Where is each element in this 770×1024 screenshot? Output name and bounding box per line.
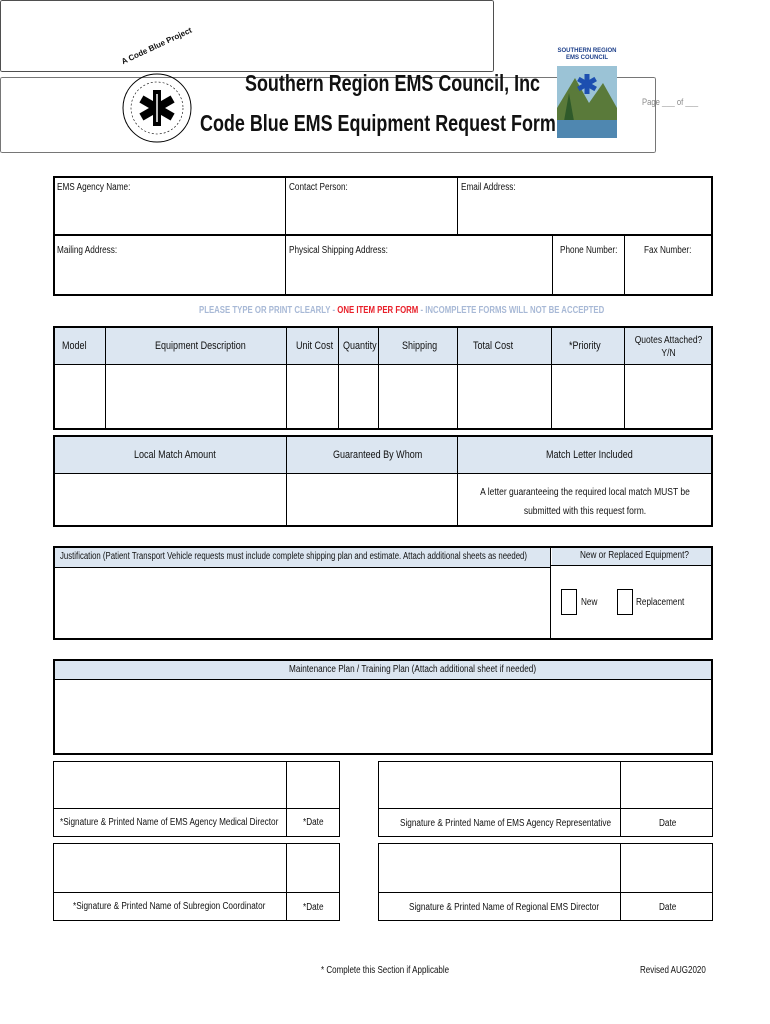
- col-header-shipping: Shipping: [402, 340, 438, 352]
- divider: [286, 762, 287, 836]
- new-checkbox[interactable]: [561, 589, 577, 615]
- divider: [620, 844, 621, 920]
- divider: [54, 892, 339, 893]
- footer-note: * Complete this Section if Applicable: [321, 965, 450, 976]
- divider: [285, 236, 286, 295]
- divider: [624, 236, 625, 295]
- divider: [552, 236, 553, 295]
- agency-rep-date-label: Date: [659, 818, 677, 829]
- revised-date: Revised AUG2020: [640, 965, 706, 976]
- model-input[interactable]: [57, 367, 103, 427]
- fax-label: Fax Number:: [644, 245, 692, 256]
- maintenance-label: Maintenance Plan / Training Plan (Attach additional sheet if needed): [289, 664, 537, 675]
- divider: [457, 437, 458, 525]
- divider: [286, 328, 287, 428]
- col-header-quantity: Quantity: [343, 340, 377, 352]
- priority-input[interactable]: [554, 367, 622, 427]
- match-letter-note: [478, 483, 692, 521]
- medical-director-sig-label: *Signature & Printed Name of EMS Agency Medical Director: [60, 817, 279, 828]
- equipment-header-row: [55, 328, 711, 364]
- regional-director-sig-input[interactable]: [382, 846, 617, 890]
- medical-director-sig-input[interactable]: [57, 764, 283, 806]
- col-header-priority: *Priority: [569, 340, 601, 352]
- mailing-address-input[interactable]: [58, 260, 282, 292]
- replacement-checkbox[interactable]: [617, 589, 633, 615]
- shipping-address-input[interactable]: [290, 260, 548, 292]
- shipping-input[interactable]: [381, 367, 455, 427]
- justification-input[interactable]: [0, 0, 494, 72]
- divider: [54, 473, 712, 474]
- col-header-unit-cost: Unit Cost: [296, 340, 334, 352]
- divider: [54, 679, 712, 680]
- agency-rep-date-input[interactable]: [623, 764, 709, 806]
- left-logo-text: A Code Blue Project: [120, 25, 194, 67]
- medical-director-date-label: *Date: [303, 817, 324, 828]
- form-title: Code Blue EMS Equipment Request Form: [200, 110, 556, 136]
- contact-person-label: Contact Person:: [289, 182, 348, 193]
- right-logo-text: SOUTHERN REGION EMS COUNCIL: [557, 48, 617, 61]
- agency-name-input[interactable]: [58, 198, 282, 230]
- divider: [620, 762, 621, 836]
- divider: [378, 328, 379, 428]
- subregion-date-label: *Date: [303, 902, 324, 913]
- quotes-input[interactable]: [627, 367, 709, 427]
- subregion-date-input[interactable]: [289, 846, 337, 890]
- divider: [54, 567, 551, 568]
- unit-cost-input[interactable]: [289, 367, 336, 427]
- phone-input[interactable]: [556, 260, 620, 292]
- org-name: Southern Region EMS Council, Inc: [245, 70, 541, 96]
- agency-rep-sig-input[interactable]: [382, 764, 617, 806]
- guaranteed-by-input[interactable]: [290, 476, 454, 524]
- match-letter-note-line-1: A letter guaranteeing the required local match MUST be: [480, 487, 690, 498]
- divider: [551, 565, 712, 566]
- guaranteed-by-label: Guaranteed By Whom: [333, 449, 423, 461]
- divider: [54, 808, 339, 809]
- col-header-total-cost: Total Cost: [473, 340, 514, 352]
- agency-rep-sig-label: Signature & Printed Name of EMS Agency Representative: [400, 818, 612, 829]
- shipping-address-label: Physical Shipping Address:: [289, 245, 388, 256]
- divider: [379, 892, 712, 893]
- col-header-description: Equipment Description: [155, 340, 246, 352]
- page-indicator: Page ___ of ___: [642, 97, 699, 107]
- quantity-input[interactable]: [341, 367, 376, 427]
- replacement-option-label: Replacement: [636, 597, 685, 608]
- divider: [457, 328, 458, 428]
- star-of-life-icon: [118, 58, 196, 158]
- divider: [338, 328, 339, 428]
- regional-director-date-input[interactable]: [623, 846, 709, 890]
- col-header-model: Model: [62, 340, 87, 352]
- local-match-label: Local Match Amount: [134, 449, 216, 461]
- divider: [379, 808, 712, 809]
- phone-label: Phone Number:: [560, 245, 618, 256]
- local-match-input[interactable]: [58, 476, 283, 524]
- southern-region-logo: [555, 48, 619, 140]
- divider: [286, 437, 287, 525]
- agency-name-label: EMS Agency Name:: [57, 182, 131, 193]
- divider: [286, 844, 287, 920]
- new-replaced-label: New or Replaced Equipment?: [580, 550, 689, 561]
- medical-director-date-input[interactable]: [289, 764, 337, 806]
- contact-person-input[interactable]: [290, 198, 454, 230]
- email-label: Email Address:: [461, 182, 516, 193]
- fax-input[interactable]: [628, 260, 708, 292]
- notice-line: [199, 305, 604, 316]
- notice-part-3: - INCOMPLETE FORMS WILL NOT BE ACCEPTED: [418, 305, 605, 316]
- divider: [285, 177, 286, 234]
- regional-director-sig-label: Signature & Printed Name of Regional EMS Director: [409, 902, 600, 913]
- new-option-label: New: [581, 597, 598, 608]
- notice-part-1: PLEASE TYPE OR PRINT CLEARLY -: [199, 305, 338, 316]
- match-letter-label: Match Letter Included: [546, 449, 633, 461]
- notice-part-2: ONE ITEM PER FORM: [337, 305, 419, 316]
- divider: [624, 328, 625, 428]
- match-letter-note-line-2: submitted with this request form.: [523, 506, 647, 517]
- divider: [54, 364, 712, 365]
- col-header-quotes: Quotes Attached? Y/N: [634, 335, 703, 359]
- divider: [550, 548, 551, 638]
- divider: [551, 328, 552, 428]
- contact-divider: [54, 234, 712, 236]
- code-blue-logo: [118, 25, 196, 158]
- divider: [457, 177, 458, 234]
- mailing-address-label: Mailing Address:: [57, 245, 118, 256]
- subregion-sig-input[interactable]: [57, 846, 283, 890]
- regional-director-date-label: Date: [659, 902, 677, 913]
- email-input[interactable]: [462, 198, 708, 230]
- description-input[interactable]: [108, 367, 284, 427]
- total-cost-input[interactable]: [460, 367, 549, 427]
- subregion-sig-label: *Signature & Printed Name of Subregion Coordinator: [73, 901, 266, 912]
- justification-label: Justification (Patient Transport Vehicle requests must include complete shipping plan and estimate. Attach additional sheets as needed): [60, 551, 527, 562]
- divider: [105, 328, 106, 428]
